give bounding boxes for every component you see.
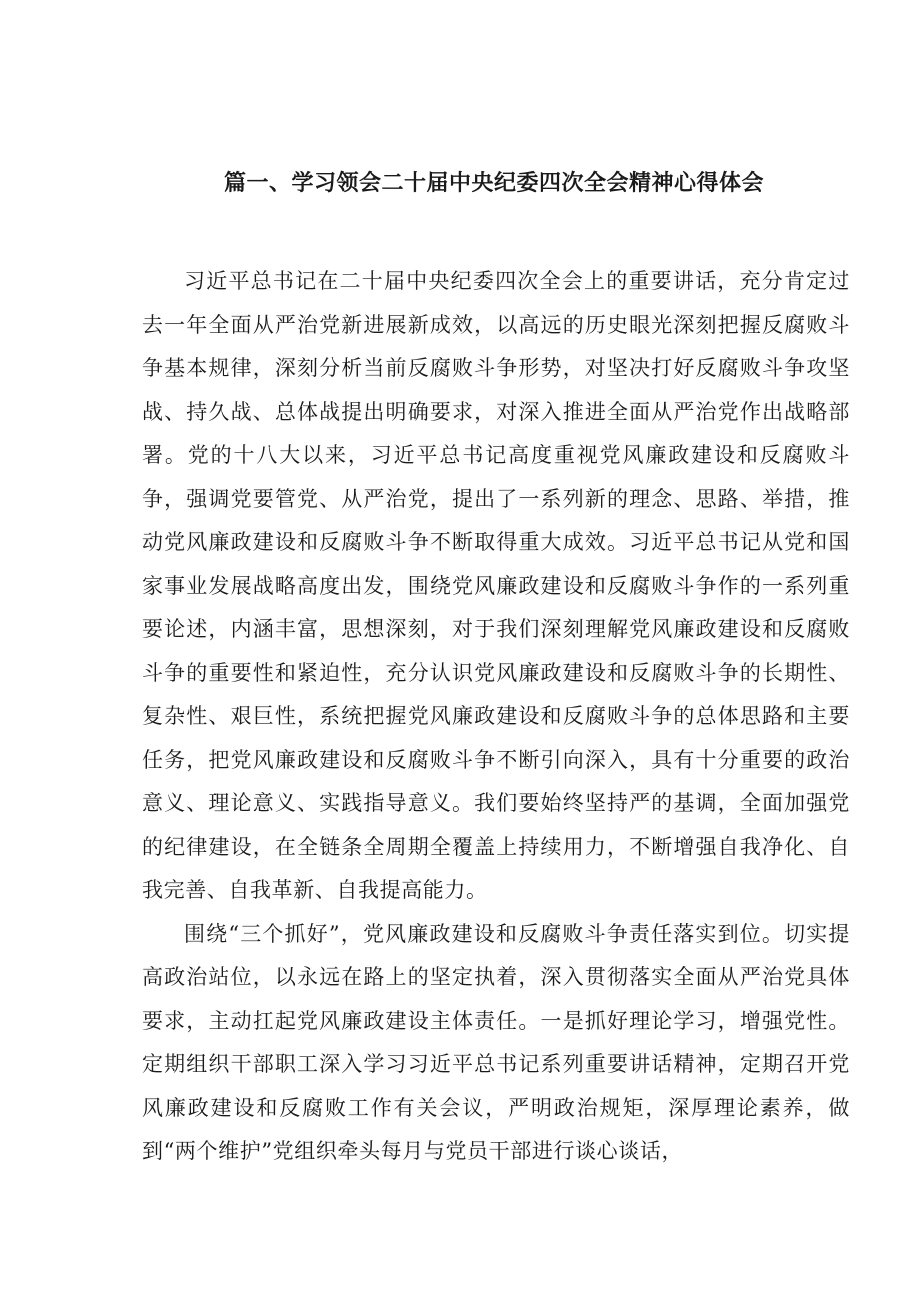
document-title: 篇一、学习领会二十届中央纪委四次全会精神心得体会: [223, 171, 764, 196]
body-paragraph-2: 围绕“三个抓好”，党风廉政建设和反腐败斗争责任落实到位。切实提高政治站位，以永远在路上的坚定执着，深入贯彻落实全面从严治党具体要求，主动扛起党风廉政建设主体责任。一是抓好理论学习，增强党性。定期组织干部职工深入学习习近平总书记系列重要讲话精神，定期召开党风廉政建设和反腐败工作有关会议，严明政治规矩，深厚理论素养，做到“两个维护”党组织牵头每月与党员干部进行谈心谈话，: [142, 921, 850, 1163]
body-paragraph-1: 习近平总书记在二十届中央纪委四次全会上的重要讲话，充分肯定过去一年全面从严治党新进展新成效，以高远的历史眼光深刻把握反腐败斗争基本规律，深刻分析当前反腐败斗争形势，对坚决打好反腐败斗争攻坚战、持久战、总体战提出明确要求，对深入推进全面从严治党作出战略部署。党的十八大以来，习近平总书记高度重视党风廉政建设和反腐败斗争，强调党要管党、从严治党，提出了一系列新的理念、思路、举措，推动党风廉政建设和反腐败斗争不断取得重大成效。习近平总书记从党和国家事业发展战略高度出发，围绕党风廉政建设和反腐败斗争作的一系列重要论述，内涵丰富，思想深刻，对于我们深刻理解党风廉政建设和反腐败斗争的重要性和紧迫性，充分认识党风廉政建设和反腐败斗争的长期性、复杂性、艰巨性，系统把握党风廉政建设和反腐败斗争的总体思路和主要任务，把党风廉政建设和反腐败斗争不断引向深入，具有十分重要的政治意义、理论意义、实践指导意义。我们要始终坚持严的基调，全面加强党的纪律建设，在全链条全周期全覆盖上持续用力，不断增强自我净化、自我完善、自我革新、自我提高能力。: [142, 269, 850, 902]
